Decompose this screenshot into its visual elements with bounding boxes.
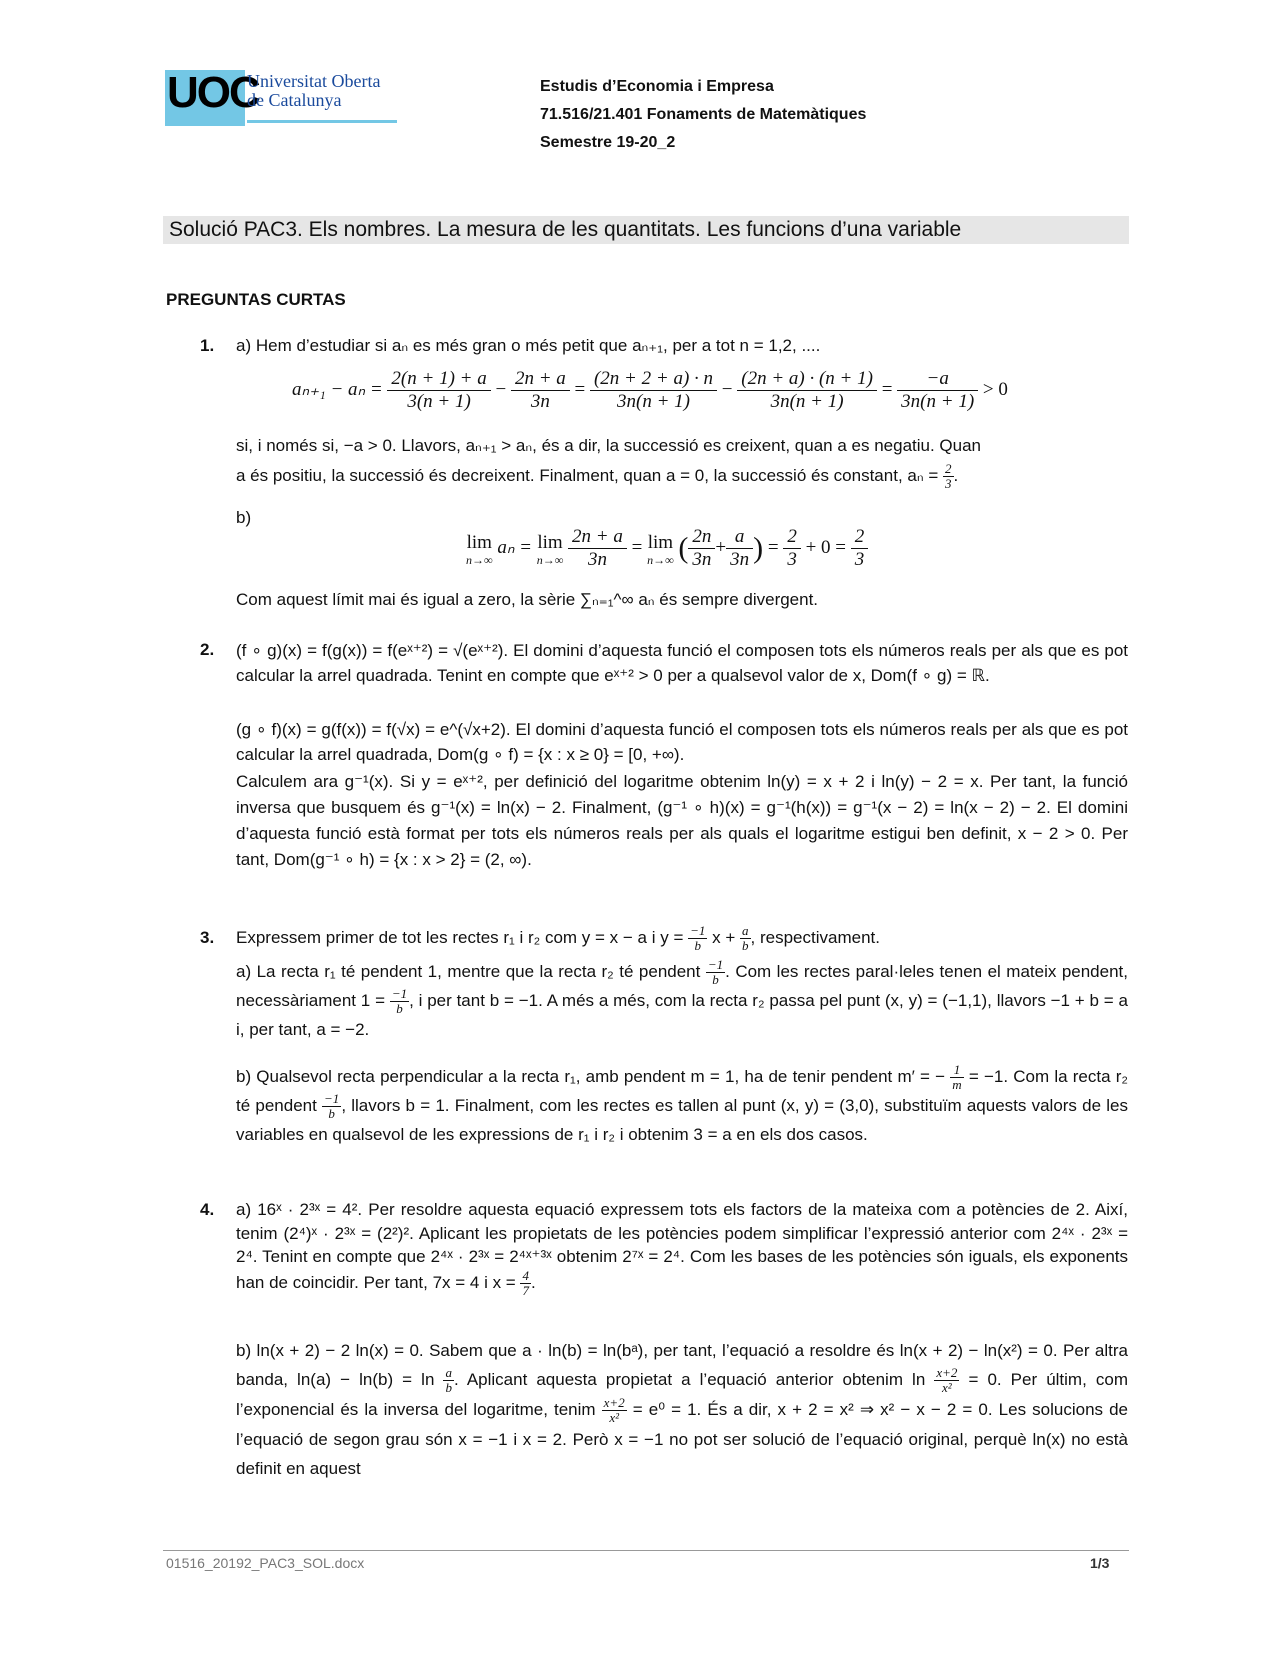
document-title: Solució PAC3. Els nombres. La mesura de les quantitats. Les funcions d’una variable: [163, 216, 1129, 244]
q3a-fraction-1-num: −1: [707, 957, 724, 973]
question-3-number: 3.: [200, 928, 215, 947]
section-title: PREGUNTAS CURTAS: [166, 290, 346, 309]
limit-fraction-5-den: 3: [854, 549, 865, 570]
intro-part-a: Expressem primer de tot les rectes r₁ i r₂ com y = x − a i y =: [236, 927, 684, 947]
fraction-2: [511, 368, 570, 413]
limit-fraction-4-den: 3: [787, 549, 797, 570]
conclusion-text: a és positiu, la successió és decreixent. Finalment, quan a = 0, la successió és constant, aₙ =: [236, 465, 939, 485]
question-1a-conclusion-2: a és positiu, la successió és decreixent. Finalment, quan a = 0, la successió és constant, aₙ = $\frac{2}{3}$ .: [236, 461, 959, 491]
question-2-paragraph-3: Calculem ara g⁻¹(x). Si y = eˣ⁺², per definició del logaritme obtenim ln(y) = x + 2 i ln(y) − 2 = x. Per tant, la funció inversa que busquem és g⁻¹(x) = ln(x) − 2. Finalment, (g⁻¹ ∘ h)(x) = g⁻¹(h(x)) = g⁻¹(x − 2) = ln(x − 2) − 2. El domini d’aquesta funció està format per tots els números reals per als quals el logaritme estigui ben definit, x − 2 > 0. Per tant, Dom(g⁻¹ ∘ h) = {x : x > 2} = (2, ∞).: [236, 772, 1128, 869]
uoc-logo: [165, 70, 400, 126]
q4a-fraction: [520, 1269, 531, 1298]
limit-fraction-4: [783, 526, 801, 571]
q3a-fraction-2-den: b: [396, 1001, 403, 1017]
header-semester: Semestre 19-20_2: [540, 134, 676, 151]
fraction-1-den: 3(n + 1): [407, 391, 471, 412]
question-1a-text: a) Hem d’estudiar si aₙ es més gran o més petit que aₙ₊₁, per a tot n = 1,2, ....: [236, 336, 821, 355]
fraction-1-num: 2(n + 1) + a: [387, 368, 490, 391]
intro-fraction-1-den: b: [694, 938, 702, 953]
fraction-5-num: −a: [897, 368, 978, 391]
intro-fraction-1-num: −1: [690, 923, 706, 938]
question-4b-text: [236, 1336, 1128, 1483]
intro-part-c: , respectivament.: [750, 927, 880, 947]
q4b-fraction-1: [443, 1366, 454, 1395]
q4a-part-1: a) 16ˣ · 2³ˣ = 4². Per resoldre aquesta equació expressem tots els factors de la mateixa com a potències de 2. Així, tenim (2⁴)ˣ · 2³ˣ = (2²)². Aplicant les propietats de les potències podem simplificar l’expressió anterior com 2⁴ˣ · 2³ˣ = 2⁴. Tenint en compte que 2⁴ˣ · 2³ˣ = 2⁴ˣ⁺³ˣ obtenim 2⁷ˣ = 2⁴. Com les bases de les potències són iguals, els exponents han de coincidir. Per tant, 7x = 4 i x =: [236, 1200, 1128, 1292]
header-info: [540, 73, 866, 157]
two-thirds-den: 3: [945, 476, 952, 491]
q4b-fraction-2-den: x²: [942, 1380, 952, 1396]
limit-fraction-3-num: a: [726, 526, 753, 549]
q3a-part-3: , i per tant b = −1. A més a més, com la recta r₂ passa pel punt (x, y) = (−1,1), llavors −1 + b = a i, per tant, a = −2.: [236, 991, 1128, 1040]
fraction-2-num: 2n + a: [511, 368, 570, 391]
eq-tail: > 0: [982, 378, 1008, 400]
fraction-2-den: 3n: [530, 391, 550, 412]
limit-3: [647, 532, 674, 566]
eq-lhs: aₙ₊₁ − aₙ =: [292, 378, 383, 400]
q3b-part-1: b) Qualsevol recta perpendicular a la recta r₁, amb pendent m = 1, ha de tenir pendent m′ = −: [236, 1067, 946, 1086]
question-1a-conclusion-1: si, i només si, −a > 0. Llavors, aₙ₊₁ > aₙ, és a dir, la successió es creixent, quan a es negatiu. Quan: [236, 436, 982, 455]
question-3b-text: [236, 1063, 1128, 1149]
fraction-5-den: 3n(n + 1): [901, 391, 975, 412]
fraction-5: [897, 368, 978, 413]
q4b-fraction-1-den: b: [445, 1380, 452, 1396]
intro-fraction-2: [740, 924, 751, 953]
limit-fraction-3-den: 3n: [730, 549, 750, 570]
q3a-fraction-1: [706, 958, 725, 987]
limit-fraction-5: [851, 526, 869, 571]
lim-sub: n→∞: [647, 552, 674, 567]
q3b-part-3: , llavors b = 1. Finalment, com les rectes es tallen al punt (x, y) = (3,0), substituïm aquests valors de les variables en qualsevol de les expressions de r₁ i r₂ i obtenim 3 = a en els dos casos.: [236, 1096, 1128, 1145]
fraction-3-num: (2n + 2 + a) · n: [590, 368, 717, 391]
intro-fraction-1: [688, 924, 707, 953]
q4b-part-4: = e⁰ = 1. És a dir, x + 2 = x² ⇒ x² − x − 2 = 0. Les solucions de l’equació de segon grau són x = −1 i x = 2. Però x = −1 no pot ser solució de l’equació original, perquè ln(x) no està definit en aquest: [236, 1400, 1128, 1479]
q4b-fraction-3-num: x+2: [603, 1395, 625, 1411]
q4a-fraction-den: 7: [522, 1282, 529, 1298]
q4b-fraction-3: [602, 1396, 627, 1425]
lim-sub: n→∞: [536, 552, 564, 567]
q4b-part-2: . Aplicant aquesta propietat a l’equació anterior obtenim ln: [453, 1370, 926, 1389]
q3a-fraction-1-den: b: [712, 972, 719, 988]
limit-2: [537, 532, 564, 566]
q3a-part-1: a) La recta r₁ té pendent 1, mentre que la recta r₂ té pendent: [236, 962, 701, 981]
logo-line-2: de Catalunya: [247, 90, 342, 110]
two-thirds-num: 2: [945, 461, 952, 476]
a-n: aₙ =: [497, 536, 532, 558]
fraction-4-num: (2n + a) · (n + 1): [737, 368, 877, 391]
two-thirds-fraction: [943, 462, 954, 491]
q4b-fraction-2: [934, 1366, 959, 1395]
fraction-3: [590, 368, 717, 413]
header-course: 71.516/21.401 Fonaments de Matemàtiques: [540, 106, 867, 123]
footer-page-number: 1/3: [1090, 1555, 1110, 1571]
intro-fraction-2-num: a: [742, 923, 749, 938]
intro-part-b: x +: [712, 927, 736, 947]
limit-fraction-4-num: 2: [783, 526, 801, 549]
q3b-fraction-1-num: 1: [950, 1063, 963, 1078]
fraction-3-den: 3n(n + 1): [617, 391, 690, 412]
limit-fraction-2-num: 2n: [688, 526, 715, 549]
question-1b-label: b): [236, 508, 252, 527]
question-1b-conclusion: Com aquest límit mai és igual a zero, la sèrie ∑ₙ₌₁^∞ aₙ és sempre divergent.: [236, 590, 819, 609]
q3a-fraction-2-num: −1: [391, 986, 408, 1002]
question-3a-text: [236, 958, 1128, 1044]
question-2-paragraph-2: (g ∘ f)(x) = g(f(x)) = f(√x) = e^(√x+2). El domini d’aquesta funció el composen tots els números reals per als que es pot calcular la arrel quadrada, Dom(g ∘ f) = {x : x ≥ 0} = [0, +∞).: [236, 720, 1128, 764]
q3b-fraction-1: [950, 1063, 963, 1092]
q4b-fraction-2-num: x+2: [936, 1365, 958, 1381]
q4b-fraction-3-den: x²: [609, 1410, 620, 1426]
question-4a-text: a) 16ˣ · 2³ˣ = 4². Per resoldre aquesta equació expressem tots els factors de la mateixa com a potències de 2. Així, tenim (2⁴)ˣ · 2³ˣ = (2²)². Aplicant les propietats de les potències podem simplificar l’expressió anterior com 2⁴ˣ · 2³ˣ = 2⁴. Tenint en compte que 2⁴ˣ · 2³ˣ = 2⁴ˣ⁺³ˣ obtenim 2⁷ˣ = 2⁴. Com les bases de les potències són iguals, els exponents han de coincidir. Per tant, 7x = 4 i x = $\frac{4}{7}$ .: [236, 1200, 1128, 1298]
q3b-fraction-2-num: −1: [324, 1091, 340, 1107]
logo-university-name: [247, 72, 380, 110]
q4b-part-3: = 0. Per últim, com l’exponencial és la inversa del logaritme, tenim: [236, 1370, 1128, 1420]
limit-1: [466, 532, 493, 566]
footer-filename: 01516_20192_PAC3_SOL.docx: [166, 1555, 365, 1571]
question-3-intro: [236, 924, 1128, 953]
q3a-part-2: . Com les rectes paral·leles tenen el mateix pendent, necessàriament 1 =: [236, 962, 1128, 1011]
intro-fraction-2-den: b: [742, 938, 749, 953]
limit-fraction-2: [688, 526, 715, 571]
q4b-part-1: b) ln(x + 2) − 2 ln(x) = 0. Sabem que a · ln(b) = ln(bᵃ), per tant, l’equació a resoldre és ln(x + 2) − ln(x²) = 0. Per altra banda, ln(a) − ln(b) = ln: [236, 1341, 1128, 1389]
q4a-fraction-num: 4: [522, 1267, 529, 1283]
fraction-1: [387, 368, 490, 413]
limit-fraction-1-den: 3n: [587, 549, 607, 570]
q3b-part-2: = −1. Com la recta r₂ té pendent: [236, 1067, 1129, 1116]
footer-divider: [163, 1550, 1129, 1551]
plus-zero: + 0 =: [805, 536, 847, 558]
q3b-fraction-2-den: b: [328, 1106, 335, 1122]
lim-sub: n→∞: [466, 552, 493, 567]
logo-underline: [247, 120, 397, 123]
limit-fraction-3: [726, 526, 753, 571]
question-2-number: 2.: [200, 640, 215, 659]
question-1-number: 1.: [200, 336, 215, 355]
limit-fraction-1-num: 2n + a: [568, 526, 627, 549]
question-2-paragraph-1: (f ∘ g)(x) = f(g(x)) = f(eˣ⁺²) = √(eˣ⁺²). El domini d’aquesta funció el composen tots els números reals per als que es pot calcular la arrel quadrada. Tenint en compte que eˣ⁺² > 0 per a qualsevol valor de x, Dom(f ∘ g) = ℝ.: [236, 641, 1128, 685]
q3b-fraction-1-den: m: [952, 1077, 962, 1093]
limit-fraction-5-num: 2: [851, 526, 869, 549]
header-studies: Estudis d’Economia i Empresa: [540, 78, 774, 95]
logo-mark: UOC: [167, 68, 259, 117]
fraction-4-den: 3n(n + 1): [770, 391, 844, 412]
q3b-fraction-2: [322, 1092, 341, 1121]
lim-word: lim: [466, 531, 492, 553]
q3a-fraction-2: [390, 987, 409, 1016]
limit-fraction-1: [568, 526, 627, 571]
question-1b-limit-equation: lim n→∞ aₙ = lim n→∞ $\frac{2n + a}{3n}$ = lim n→∞ ( $\frac{2n}{3n}$ + $\frac{a}{3n}$ ) = $\frac{2}{3}$ + 0 = $\frac{2}{3}$: [466, 526, 868, 571]
question-4-number: 4.: [200, 1200, 215, 1219]
lim-word: lim: [647, 531, 674, 553]
q4b-fraction-1-num: a: [445, 1365, 452, 1381]
question-1-difference-equation: aₙ₊₁ − aₙ = $\frac{2(n + 1) + a}{3(n + 1)}$ − $\frac{2n + a}{3n}$ = $\frac{(2n + 2 + a) \cdot n}{3n(n + 1)}$ − $\frac{(2n + a) \cdot (n + 1)}{3n(n + 1)}$ = $\frac{-a}{3n(n + 1)}$ > 0: [292, 368, 1008, 412]
logo-line-1: Universitat Oberta: [247, 71, 381, 91]
limit-fraction-2-den: 3n: [692, 549, 712, 570]
fraction-4: [737, 368, 877, 413]
lim-word: lim: [537, 531, 563, 553]
